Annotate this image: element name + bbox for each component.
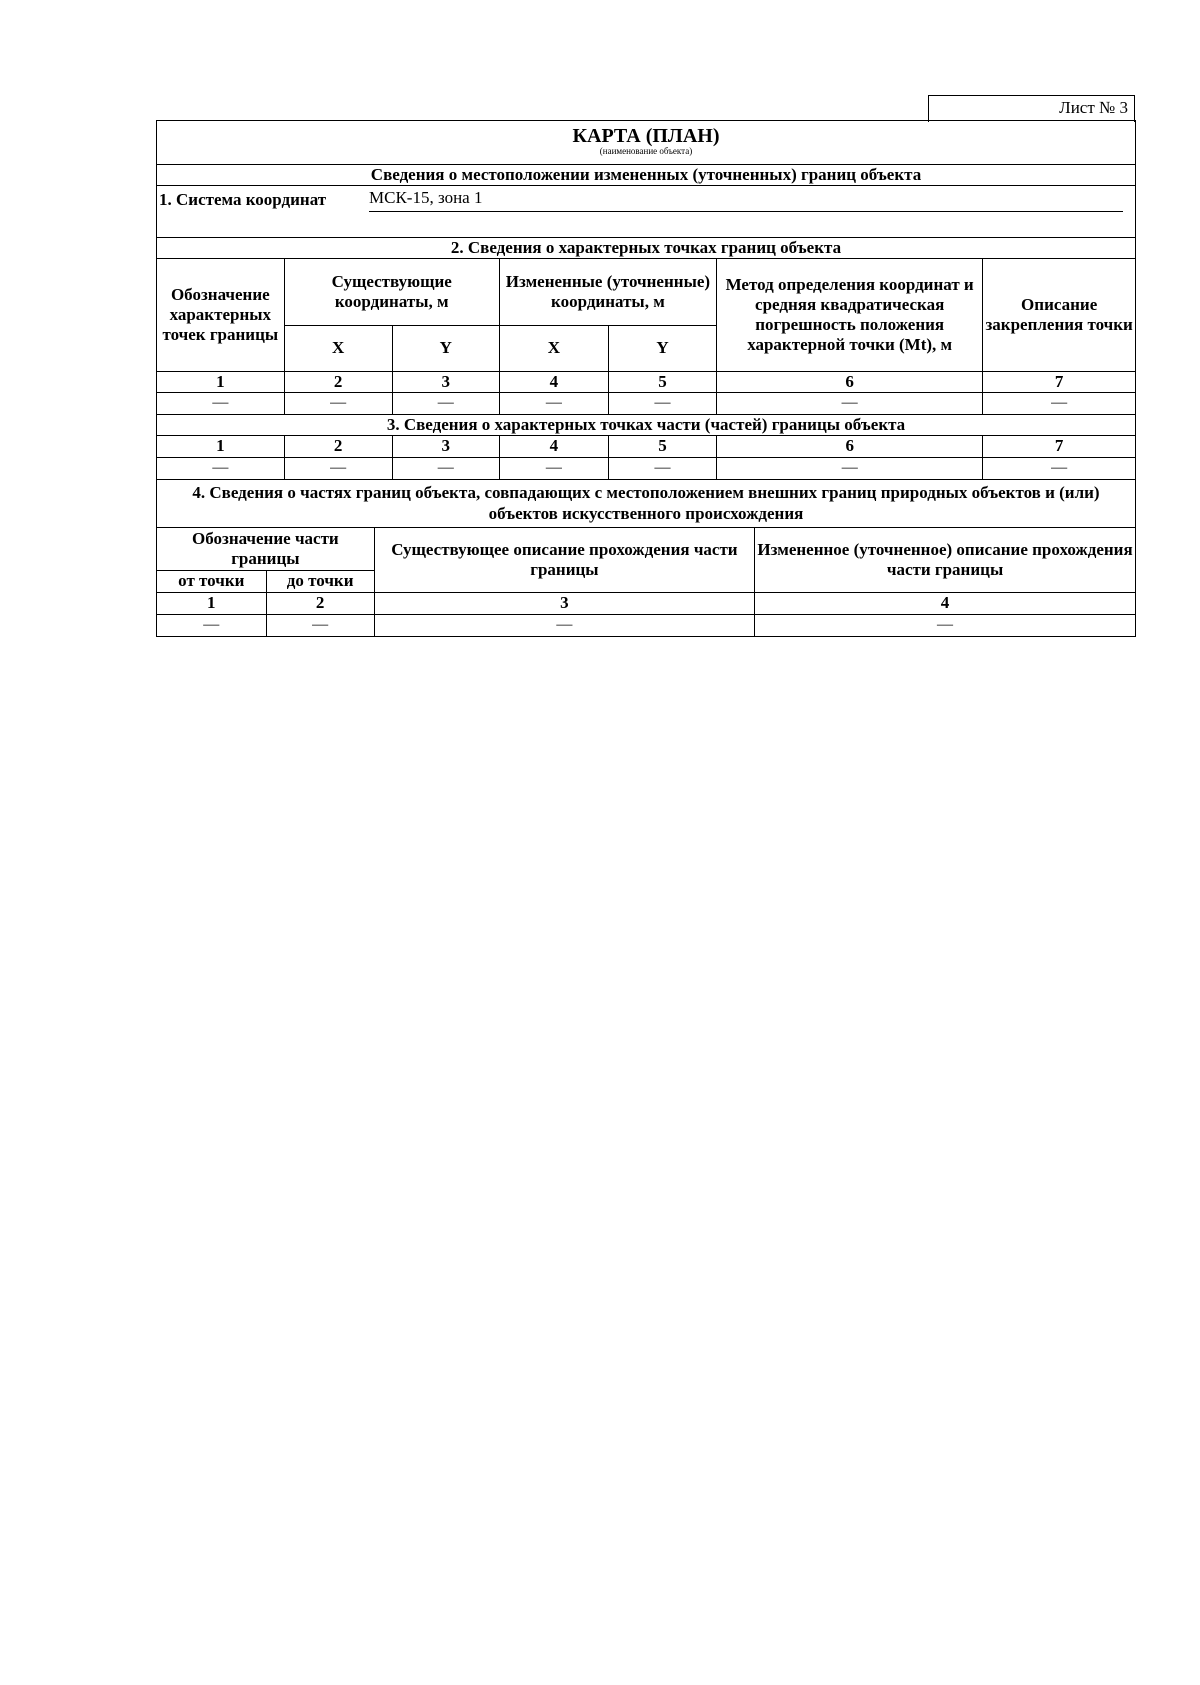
empty-cell: — — [755, 614, 1135, 636]
column-number: 3 — [374, 592, 754, 614]
empty-cell: — — [284, 392, 392, 414]
header-part-designation: Обозначение части границы — [157, 528, 374, 570]
table-row — [157, 436, 1135, 457]
table-row — [157, 457, 1135, 479]
empty-cell: — — [157, 457, 284, 479]
empty-cell: — — [374, 614, 754, 636]
table-row — [157, 259, 1135, 325]
header-y: Y — [608, 325, 716, 371]
column-number: 4 — [755, 592, 1135, 614]
table-row — [157, 528, 1135, 570]
column-number: 2 — [266, 592, 374, 614]
page-title: КАРТА (ПЛАН) — [572, 125, 720, 147]
section3-table — [157, 436, 1135, 479]
section4-table — [157, 528, 1135, 636]
empty-cell: — — [392, 457, 499, 479]
header-to-point: до точки — [266, 570, 374, 592]
column-number: 6 — [717, 371, 983, 392]
page-subtitle: (наименование объекта) — [599, 146, 693, 156]
coordinate-system-row — [157, 186, 1135, 238]
empty-cell: — — [499, 392, 608, 414]
empty-cell: — — [717, 392, 983, 414]
column-number: 7 — [983, 371, 1135, 392]
header-y: Y — [392, 325, 499, 371]
empty-cell: — — [983, 392, 1135, 414]
header-from-point: от точки — [157, 570, 266, 592]
section3-table-wrap — [157, 436, 1135, 480]
title-block — [157, 121, 1135, 165]
empty-cell: — — [717, 457, 983, 479]
column-number: 2 — [284, 436, 392, 457]
empty-cell: — — [499, 457, 608, 479]
header-changed-description: Измененное (уточненное) описание прохождения части границы — [755, 528, 1135, 592]
column-number: 3 — [392, 371, 499, 392]
header-x: X — [284, 325, 392, 371]
underline — [369, 211, 1123, 212]
empty-cell: — — [608, 392, 716, 414]
empty-cell: — — [608, 457, 716, 479]
boundary-plan-form — [156, 120, 1136, 637]
empty-cell: — — [266, 614, 374, 636]
header-x: X — [499, 325, 608, 371]
coordinate-system-value: МСК-15, зона 1 — [369, 188, 483, 207]
column-number: 4 — [499, 436, 608, 457]
column-number: 5 — [608, 371, 716, 392]
main-heading: Сведения о местоположении измененных (уточненных) границ объекта — [157, 165, 1135, 186]
column-number: 7 — [983, 436, 1135, 457]
section4-title: 4. Сведения о частях границ объекта, совпадающих с местоположением внешних границ природных объектов и (или) объектов искусственного происхождения — [157, 480, 1135, 528]
section3-title: 3. Сведения о характерных точках части (частей) границы объекта — [157, 415, 1135, 436]
empty-cell: — — [157, 392, 284, 414]
empty-cell: — — [157, 614, 266, 636]
column-number: 4 — [499, 371, 608, 392]
table-row — [157, 592, 1135, 614]
column-number: 5 — [608, 436, 716, 457]
header-point-designation: Обозначение характерных точек границы — [157, 259, 284, 371]
section2-table-wrap — [157, 259, 1135, 415]
header-existing-coords: Существующие координаты, м — [284, 259, 499, 325]
table-row — [157, 392, 1135, 414]
column-number: 6 — [717, 436, 983, 457]
sheet-number: Лист № 3 — [928, 95, 1135, 122]
header-method: Метод определения координат и средняя квадратическая погрешность положения характерной точки (Mt), м — [717, 259, 983, 371]
column-number: 1 — [157, 371, 284, 392]
header-point-description: Описание закрепления точки — [983, 259, 1135, 371]
column-number: 1 — [157, 436, 284, 457]
section2-title: 2. Сведения о характерных точках границ объекта — [157, 238, 1135, 259]
empty-cell: — — [392, 392, 499, 414]
coordinate-system-label: 1. Система координат — [159, 190, 327, 209]
table-row — [157, 371, 1135, 392]
header-existing-description: Существующее описание прохождения части границы — [374, 528, 754, 592]
empty-cell: — — [983, 457, 1135, 479]
column-number: 3 — [392, 436, 499, 457]
column-number: 1 — [157, 592, 266, 614]
section4-table-wrap — [157, 528, 1135, 636]
header-changed-coords: Измененные (уточненные) координаты, м — [499, 259, 716, 325]
table-row — [157, 614, 1135, 636]
empty-cell: — — [284, 457, 392, 479]
section2-table — [157, 259, 1135, 414]
column-number: 2 — [284, 371, 392, 392]
